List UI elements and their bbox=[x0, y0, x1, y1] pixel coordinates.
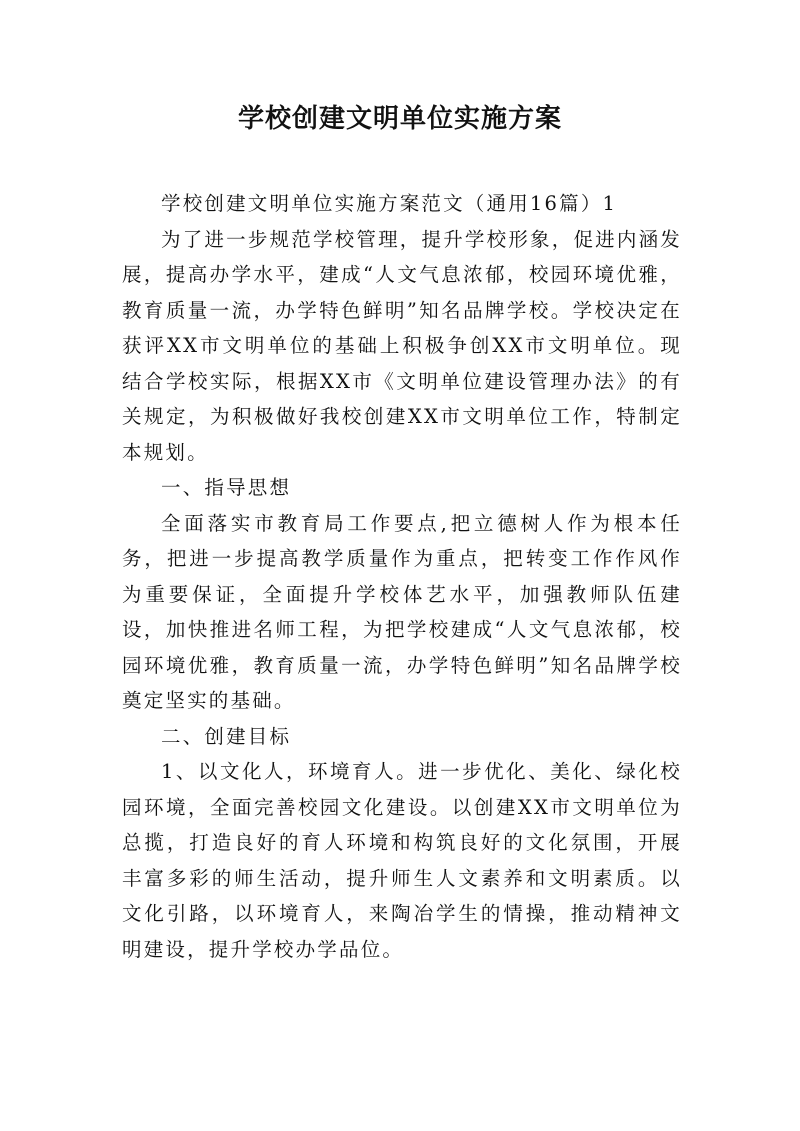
intro-paragraph: 为了进一步规范学校管理，提升学校形象，促进内涵发展，提高办学水平，建成“人文气息浓郁，校园环境优雅，教育质量一流，办学特色鲜明”知名品牌学校。学校决定在获评XX市文明单位的基础上积极争创XX市文明单位。现结合学校实际，根据XX市《文明单位建设管理办法》的有关规定，为积极做好我校创建XX市文明单位工作，特制定本规划。 bbox=[122, 227, 682, 464]
section-heading-guiding-ideology: 一、指导思想 bbox=[161, 476, 292, 499]
section-heading-goals: 二、创建目标 bbox=[161, 724, 292, 748]
guiding-ideology-paragraph: 全面落实市教育局工作要点,把立德树人作为根本任务，把进一步提高教学质量作为重点，把转变工作作风作为重要保证，全面提升学校体艺水平，加强教师队伍建设，加快推进名师工程，为把学校建成“人文气息浓郁，校园环境优雅，教育质量一流，办学特色鲜明”知名品牌学校奠定坚实的基础。 bbox=[122, 511, 682, 712]
document-body bbox=[122, 186, 682, 967]
goal-1-paragraph: 1、以文化人，环境育人。进一步优化、美化、绿化校园环境，全面完善校园文化建设。以创建XX市文明单位为总揽，打造良好的育人环境和构筑良好的文化氛围，开展丰富多彩的师生活动，提升师生人文素养和文明素质。以文化引路，以环境育人，来陶冶学生的情操，推动精神文明建设，提升学校办学品位。 bbox=[122, 760, 682, 961]
document-title: 学校创建文明单位实施方案 bbox=[237, 104, 562, 134]
subtitle-paragraph: 学校创建文明单位实施方案范文（通用16篇）1 bbox=[161, 192, 618, 215]
